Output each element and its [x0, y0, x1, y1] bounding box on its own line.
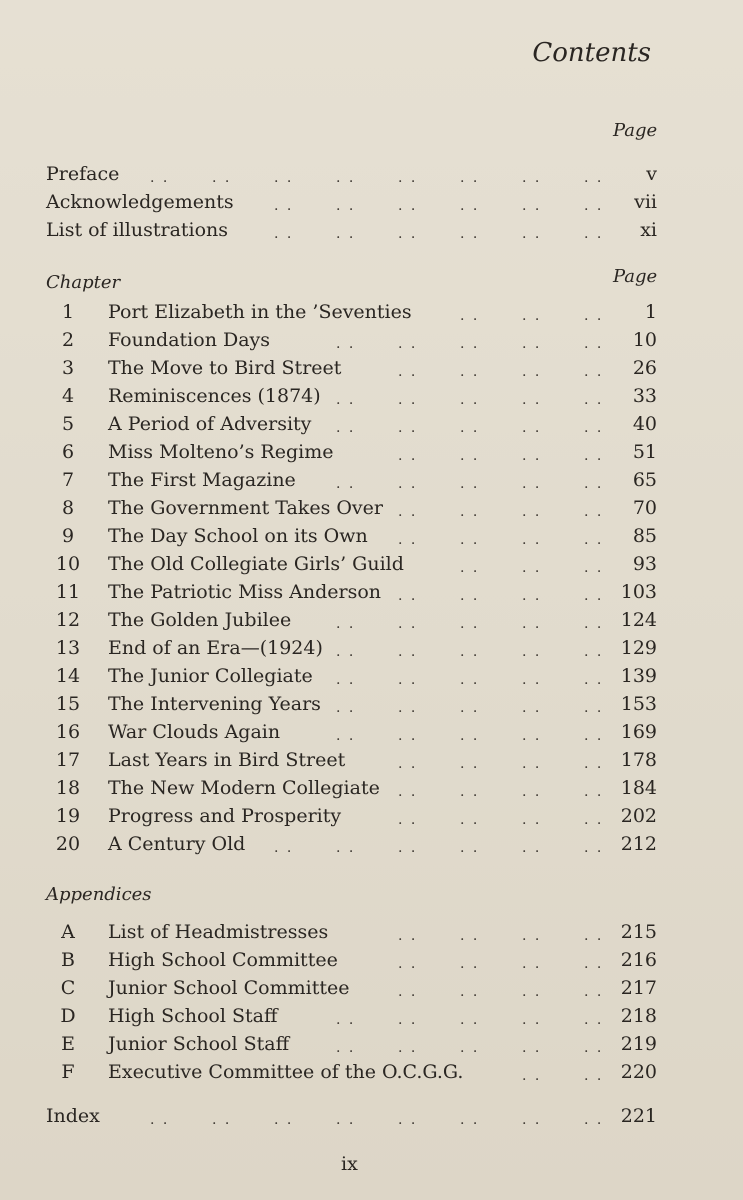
- dot-leader-mark: . .: [584, 1112, 604, 1128]
- chapter-row: [0, 382, 743, 410]
- dot-leader-mark: . .: [398, 812, 418, 828]
- dot-leader-mark: . .: [584, 392, 604, 408]
- chapter-row: [0, 634, 743, 662]
- dot-leader-mark: . .: [398, 226, 418, 242]
- dot-leader-mark: . .: [522, 560, 542, 576]
- dot-leader-mark: . .: [584, 956, 604, 972]
- dot-leader-mark: . .: [398, 448, 418, 464]
- dot-leader-mark: . .: [460, 532, 480, 548]
- dot-leader-mark: . .: [460, 616, 480, 632]
- appendix-letter: F: [61, 1061, 75, 1083]
- dot-leader-mark: . .: [522, 364, 542, 380]
- dot-leader-mark: . .: [584, 364, 604, 380]
- dot-leader-mark: . .: [460, 170, 480, 186]
- chapter-row: [0, 802, 743, 830]
- dot-leader: [0, 718, 743, 746]
- chapter-row: [0, 354, 743, 382]
- appendix-page: 216: [620, 949, 657, 971]
- dot-leader-mark: . .: [460, 700, 480, 716]
- chapter-column-header: Chapter: [46, 272, 121, 293]
- dot-leader: [0, 578, 743, 606]
- dot-leader-mark: . .: [336, 728, 356, 744]
- dot-leader-mark: . .: [584, 308, 604, 324]
- appendix-row: [0, 1030, 743, 1058]
- dot-leader-mark: . .: [584, 1012, 604, 1028]
- dot-leader-mark: . .: [460, 226, 480, 242]
- dot-leader: [0, 298, 743, 326]
- dot-leader-mark: . .: [336, 1112, 356, 1128]
- chapter-title: The Junior Collegiate: [108, 665, 313, 687]
- dot-leader-mark: . .: [398, 170, 418, 186]
- chapter-number: 12: [55, 609, 81, 631]
- dot-leader-mark: . .: [398, 1112, 418, 1128]
- dot-leader: [0, 1002, 743, 1030]
- dot-leader-mark: . .: [460, 984, 480, 1000]
- chapter-page: 40: [632, 413, 657, 435]
- dot-leader: [0, 918, 743, 946]
- chapter-title: End of an Era—(1924): [108, 637, 323, 659]
- dot-leader-mark: . .: [398, 392, 418, 408]
- dot-leader-mark: . .: [398, 588, 418, 604]
- dot-leader-mark: . .: [522, 672, 542, 688]
- chapter-title: The Day School on its Own: [108, 525, 368, 547]
- chapter-row: [0, 466, 743, 494]
- appendix-row: [0, 918, 743, 946]
- dot-leader: [0, 974, 743, 1002]
- dot-leader-mark: . .: [584, 644, 604, 660]
- dot-leader-mark: . .: [460, 1040, 480, 1056]
- chapter-page: 70: [632, 497, 657, 519]
- dot-leader-mark: . .: [274, 198, 294, 214]
- front-matter-label: Preface: [46, 163, 120, 185]
- appendix-page: 219: [620, 1033, 657, 1055]
- appendix-page: 217: [620, 977, 657, 999]
- chapter-page: 26: [632, 357, 657, 379]
- appendix-row: [0, 974, 743, 1002]
- chapter-row: [0, 494, 743, 522]
- dot-leader: [0, 494, 743, 522]
- dot-leader-mark: . .: [522, 1112, 542, 1128]
- dot-leader: [0, 522, 743, 550]
- dot-leader-mark: . .: [398, 840, 418, 856]
- chapter-title: The Intervening Years: [108, 693, 321, 715]
- chapter-page: 65: [632, 469, 657, 491]
- dot-leader-mark: . .: [584, 226, 604, 242]
- dot-leader-mark: . .: [336, 226, 356, 242]
- chapter-number: 10: [55, 553, 81, 575]
- dot-leader-mark: . .: [398, 756, 418, 772]
- dot-leader-mark: . .: [522, 984, 542, 1000]
- dot-leader-mark: . .: [460, 308, 480, 324]
- page-column-header: Page: [613, 266, 658, 287]
- dot-leader-mark: . .: [584, 420, 604, 436]
- chapter-title: The Patriotic Miss Anderson: [108, 581, 382, 603]
- dot-leader-mark: . .: [212, 170, 232, 186]
- appendix-title: Junior School Staff: [108, 1033, 290, 1055]
- dot-leader: [0, 774, 743, 802]
- chapter-number: 11: [55, 581, 81, 603]
- dot-leader-mark: . .: [398, 420, 418, 436]
- appendix-row: [0, 1058, 743, 1086]
- dot-leader: [0, 802, 743, 830]
- dot-leader: [0, 326, 743, 354]
- dot-leader-mark: . .: [522, 1068, 542, 1084]
- dot-leader-mark: . .: [460, 840, 480, 856]
- chapter-title: The New Modern Collegiate: [108, 777, 380, 799]
- appendix-title: Executive Committee of the O.C.G.G.: [108, 1061, 464, 1083]
- chapter-page: 212: [620, 833, 657, 855]
- dot-leader-mark: . .: [336, 1012, 356, 1028]
- dot-leader-mark: . .: [460, 392, 480, 408]
- dot-leader-mark: . .: [584, 984, 604, 1000]
- appendix-letter: E: [61, 1033, 75, 1055]
- appendix-row: [0, 946, 743, 974]
- dot-leader-mark: . .: [336, 616, 356, 632]
- dot-leader: [0, 438, 743, 466]
- dot-leader-mark: . .: [398, 928, 418, 944]
- dot-leader-mark: . .: [336, 392, 356, 408]
- dot-leader-mark: . .: [584, 672, 604, 688]
- dot-leader-mark: . .: [460, 1112, 480, 1128]
- chapter-title: Port Elizabeth in the ’Seventies: [108, 301, 412, 323]
- dot-leader-mark: . .: [522, 504, 542, 520]
- chapter-number: 17: [55, 749, 81, 771]
- front-matter-page: vii: [634, 191, 657, 213]
- chapter-number: 3: [61, 357, 75, 379]
- dot-leader-mark: . .: [584, 1040, 604, 1056]
- dot-leader: [0, 550, 743, 578]
- dot-leader-mark: . .: [460, 420, 480, 436]
- dot-leader-mark: . .: [460, 956, 480, 972]
- appendix-page: 220: [620, 1061, 657, 1083]
- chapter-number: 14: [55, 665, 81, 687]
- appendix-letter: A: [61, 921, 75, 943]
- chapter-row: [0, 830, 743, 858]
- dot-leader-mark: . .: [584, 504, 604, 520]
- chapter-row: [0, 326, 743, 354]
- dot-leader-mark: . .: [522, 644, 542, 660]
- chapter-title: The Old Collegiate Girls’ Guild: [108, 553, 404, 575]
- chapter-page: 124: [620, 609, 657, 631]
- chapter-page: 202: [620, 805, 657, 827]
- dot-leader-mark: . .: [522, 756, 542, 772]
- dot-leader: [0, 1102, 743, 1130]
- appendix-letter: D: [60, 1005, 76, 1027]
- dot-leader-mark: . .: [398, 336, 418, 352]
- dot-leader: [0, 606, 743, 634]
- chapter-page: 85: [632, 525, 657, 547]
- dot-leader-mark: . .: [460, 504, 480, 520]
- front-matter-page: xi: [640, 219, 657, 241]
- chapter-page: 129: [620, 637, 657, 659]
- chapter-number: 13: [55, 637, 81, 659]
- contents-title: Contents: [532, 38, 651, 68]
- chapter-row: [0, 606, 743, 634]
- dot-leader-mark: . .: [336, 336, 356, 352]
- dot-leader: [0, 410, 743, 438]
- dot-leader: [0, 830, 743, 858]
- chapter-row: [0, 550, 743, 578]
- appendix-title: High School Staff: [108, 1005, 278, 1027]
- dot-leader-mark: . .: [522, 448, 542, 464]
- chapter-number: 2: [61, 329, 75, 351]
- dot-leader-mark: . .: [398, 728, 418, 744]
- dot-leader-mark: . .: [522, 308, 542, 324]
- dot-leader-mark: . .: [584, 198, 604, 214]
- dot-leader-mark: . .: [584, 700, 604, 716]
- dot-leader-mark: . .: [398, 700, 418, 716]
- chapter-row: [0, 690, 743, 718]
- chapter-title: The Move to Bird Street: [108, 357, 342, 379]
- index-label: Index: [46, 1105, 100, 1127]
- chapter-number: 20: [55, 833, 81, 855]
- dot-leader-mark: . .: [522, 1012, 542, 1028]
- dot-leader-mark: . .: [398, 616, 418, 632]
- dot-leader-mark: . .: [522, 700, 542, 716]
- front-matter-row: [0, 188, 743, 216]
- dot-leader-mark: . .: [522, 170, 542, 186]
- dot-leader-mark: . .: [460, 198, 480, 214]
- chapter-title: The First Magazine: [108, 469, 296, 491]
- dot-leader-mark: . .: [522, 476, 542, 492]
- chapter-number: 6: [61, 441, 75, 463]
- dot-leader-mark: . .: [460, 928, 480, 944]
- dot-leader-mark: . .: [460, 812, 480, 828]
- chapter-row: [0, 578, 743, 606]
- dot-leader-mark: . .: [460, 784, 480, 800]
- chapter-page: 139: [620, 665, 657, 687]
- dot-leader: [0, 662, 743, 690]
- dot-leader-mark: . .: [336, 840, 356, 856]
- dot-leader-mark: . .: [584, 448, 604, 464]
- dot-leader: [0, 382, 743, 410]
- chapter-row: [0, 746, 743, 774]
- chapter-number: 4: [61, 385, 75, 407]
- chapter-title: A Century Old: [108, 833, 246, 855]
- index-row: [0, 1102, 743, 1130]
- chapter-row: [0, 298, 743, 326]
- dot-leader-mark: . .: [522, 928, 542, 944]
- dot-leader-mark: . .: [460, 1012, 480, 1028]
- dot-leader: [0, 1030, 743, 1058]
- front-matter-page: v: [646, 163, 657, 185]
- dot-leader-mark: . .: [522, 336, 542, 352]
- dot-leader-mark: . .: [522, 812, 542, 828]
- chapter-page: 93: [632, 553, 657, 575]
- dot-leader-mark: . .: [460, 448, 480, 464]
- dot-leader: [0, 1058, 743, 1086]
- dot-leader-mark: . .: [584, 616, 604, 632]
- dot-leader-mark: . .: [584, 784, 604, 800]
- dot-leader-mark: . .: [336, 700, 356, 716]
- index-page: 221: [620, 1105, 657, 1127]
- dot-leader-mark: . .: [460, 476, 480, 492]
- dot-leader: [0, 188, 743, 216]
- front-matter-row: [0, 160, 743, 188]
- dot-leader-mark: . .: [398, 956, 418, 972]
- chapter-row: [0, 438, 743, 466]
- dot-leader-mark: . .: [398, 644, 418, 660]
- appendix-letter: C: [60, 977, 76, 999]
- chapter-title: The Golden Jubilee: [108, 609, 292, 631]
- dot-leader-mark: . .: [336, 644, 356, 660]
- dot-leader-mark: . .: [584, 532, 604, 548]
- chapter-title: Miss Molteno’s Regime: [108, 441, 334, 463]
- chapter-row: [0, 522, 743, 550]
- front-matter-label: Acknowledgements: [46, 191, 234, 213]
- dot-leader-mark: . .: [584, 928, 604, 944]
- dot-leader-mark: . .: [584, 840, 604, 856]
- dot-leader-mark: . .: [522, 588, 542, 604]
- dot-leader-mark: . .: [460, 756, 480, 772]
- appendix-page: 215: [620, 921, 657, 943]
- dot-leader-mark: . .: [522, 616, 542, 632]
- dot-leader: [0, 746, 743, 774]
- dot-leader-mark: . .: [274, 840, 294, 856]
- chapter-page: 1: [644, 301, 657, 323]
- dot-leader-mark: . .: [398, 784, 418, 800]
- dot-leader-mark: . .: [398, 1040, 418, 1056]
- chapter-page: 10: [632, 329, 657, 351]
- chapter-number: 8: [61, 497, 75, 519]
- dot-leader-mark: . .: [336, 420, 356, 436]
- front-matter-label: List of illustrations: [46, 219, 229, 241]
- dot-leader-mark: . .: [336, 198, 356, 214]
- dot-leader-mark: . .: [274, 226, 294, 242]
- dot-leader-mark: . .: [274, 1112, 294, 1128]
- chapter-number: 18: [55, 777, 81, 799]
- chapter-page: 33: [632, 385, 657, 407]
- page-folio: ix: [341, 1153, 358, 1175]
- dot-leader-mark: . .: [336, 170, 356, 186]
- chapter-row: [0, 662, 743, 690]
- chapter-page: 169: [620, 721, 657, 743]
- appendices-header: Appendices: [46, 884, 152, 905]
- dot-leader: [0, 354, 743, 382]
- dot-leader-mark: . .: [460, 364, 480, 380]
- dot-leader: [0, 690, 743, 718]
- appendix-title: High School Committee: [108, 949, 338, 971]
- appendix-page: 218: [620, 1005, 657, 1027]
- dot-leader-mark: . .: [274, 170, 294, 186]
- dot-leader-mark: . .: [336, 1040, 356, 1056]
- dot-leader: [0, 216, 743, 244]
- chapter-row: [0, 774, 743, 802]
- chapter-page: 103: [620, 581, 657, 603]
- dot-leader-mark: . .: [398, 504, 418, 520]
- chapter-title: The Government Takes Over: [108, 497, 383, 519]
- chapter-page: 51: [632, 441, 657, 463]
- dot-leader-mark: . .: [522, 840, 542, 856]
- appendix-row: [0, 1002, 743, 1030]
- dot-leader-mark: . .: [522, 198, 542, 214]
- dot-leader: [0, 160, 743, 188]
- chapter-number: 9: [61, 525, 75, 547]
- dot-leader-mark: . .: [398, 984, 418, 1000]
- dot-leader-mark: . .: [522, 226, 542, 242]
- dot-leader: [0, 466, 743, 494]
- dot-leader-mark: . .: [584, 588, 604, 604]
- dot-leader-mark: . .: [460, 336, 480, 352]
- chapter-page: 153: [620, 693, 657, 715]
- dot-leader-mark: . .: [522, 1040, 542, 1056]
- dot-leader-mark: . .: [522, 532, 542, 548]
- dot-leader-mark: . .: [584, 170, 604, 186]
- dot-leader-mark: . .: [522, 784, 542, 800]
- chapter-title: A Period of Adversity: [108, 413, 312, 435]
- dot-leader-mark: . .: [584, 1068, 604, 1084]
- chapter-row: [0, 410, 743, 438]
- dot-leader-mark: . .: [398, 532, 418, 548]
- dot-leader-mark: . .: [398, 364, 418, 380]
- dot-leader-mark: . .: [522, 728, 542, 744]
- chapter-number: 5: [61, 413, 75, 435]
- dot-leader-mark: . .: [336, 476, 356, 492]
- dot-leader-mark: . .: [584, 728, 604, 744]
- dot-leader-mark: . .: [398, 476, 418, 492]
- dot-leader-mark: . .: [522, 956, 542, 972]
- dot-leader-mark: . .: [584, 756, 604, 772]
- dot-leader-mark: . .: [460, 644, 480, 660]
- chapter-title: Progress and Prosperity: [108, 805, 342, 827]
- front-matter-row: [0, 216, 743, 244]
- dot-leader-mark: . .: [398, 198, 418, 214]
- chapter-title: War Clouds Again: [108, 721, 281, 743]
- dot-leader-mark: . .: [212, 1112, 232, 1128]
- dot-leader-mark: . .: [522, 392, 542, 408]
- dot-leader: [0, 634, 743, 662]
- chapter-page: 178: [620, 749, 657, 771]
- dot-leader-mark: . .: [522, 420, 542, 436]
- dot-leader-mark: . .: [398, 672, 418, 688]
- dot-leader-mark: . .: [460, 728, 480, 744]
- chapter-number: 16: [55, 721, 81, 743]
- dot-leader-mark: . .: [584, 336, 604, 352]
- chapter-number: 7: [61, 469, 75, 491]
- chapter-number: 15: [55, 693, 81, 715]
- chapter-row: [0, 718, 743, 746]
- chapter-number: 19: [55, 805, 81, 827]
- dot-leader-mark: . .: [584, 560, 604, 576]
- chapter-title: Reminiscences (1874): [108, 385, 321, 407]
- chapter-number: 1: [61, 301, 75, 323]
- dot-leader-mark: . .: [336, 672, 356, 688]
- dot-leader-mark: . .: [584, 812, 604, 828]
- dot-leader: [0, 946, 743, 974]
- chapter-page: 184: [620, 777, 657, 799]
- dot-leader-mark: . .: [150, 1112, 170, 1128]
- dot-leader-mark: . .: [460, 672, 480, 688]
- appendix-letter: B: [61, 949, 75, 971]
- dot-leader-mark: . .: [584, 476, 604, 492]
- dot-leader-mark: . .: [150, 170, 170, 186]
- dot-leader-mark: . .: [460, 588, 480, 604]
- dot-leader-mark: . .: [460, 560, 480, 576]
- page-column-header: Page: [613, 120, 658, 141]
- appendix-title: List of Headmistresses: [108, 921, 329, 943]
- chapter-title: Last Years in Bird Street: [108, 749, 346, 771]
- dot-leader-mark: . .: [398, 1012, 418, 1028]
- chapter-title: Foundation Days: [108, 329, 271, 351]
- appendix-title: Junior School Committee: [108, 977, 350, 999]
